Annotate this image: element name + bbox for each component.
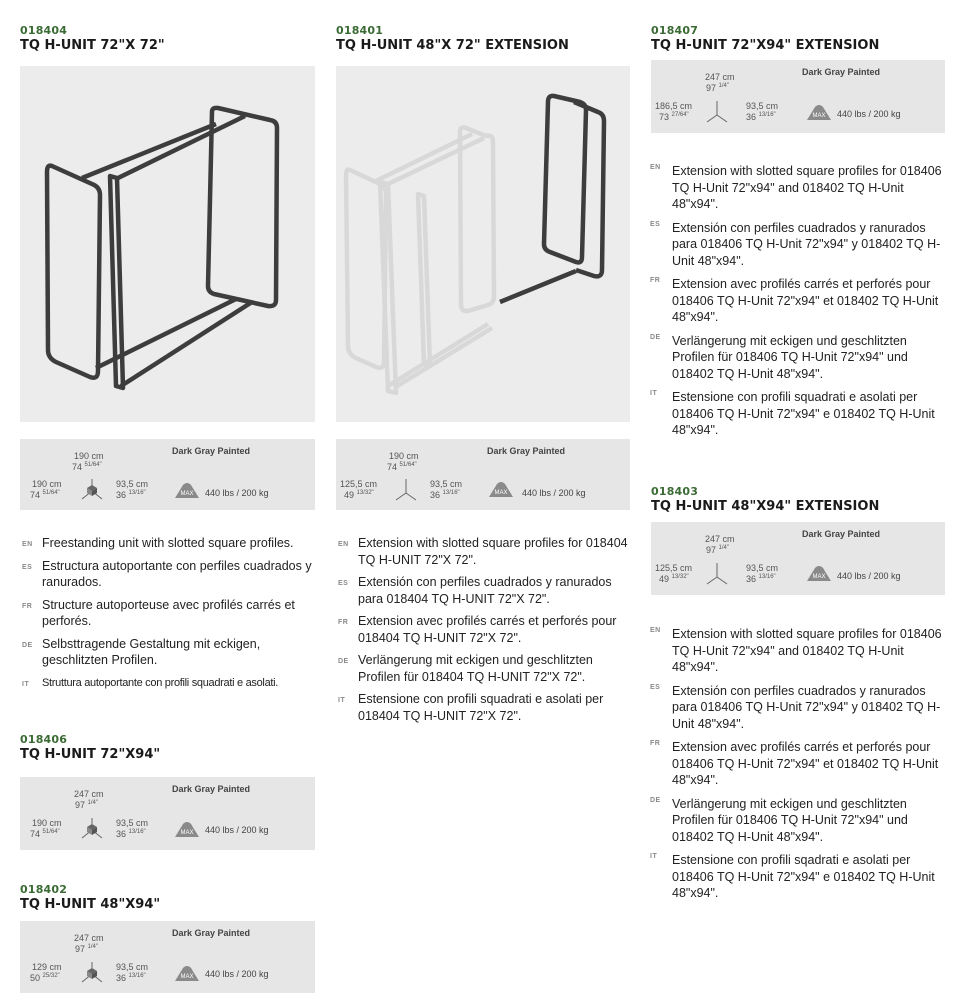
lang-code: ES — [650, 220, 661, 228]
description-it — [650, 852, 948, 902]
width-cm: 247 cm — [705, 534, 735, 544]
height-in-whole: 50 — [30, 973, 41, 983]
finish-label: Dark Gray Painted — [172, 928, 251, 938]
lang-code: IT — [338, 697, 346, 704]
finish-label: Dark Gray Painted — [487, 446, 566, 456]
width-in-frac: 51/64" — [399, 462, 417, 468]
depth-cm: 93,5 cm — [746, 563, 779, 573]
description-text: Freestanding unit with slotted square profiles. — [42, 536, 294, 550]
width-cm: 247 cm — [705, 72, 735, 82]
height-in-frac: 13/32" — [671, 574, 689, 580]
width-in — [387, 462, 417, 472]
description-de — [650, 333, 948, 383]
lang-code: DE — [650, 796, 661, 804]
product-title: TQ H-UNIT 48"X 72" EXTENSION — [336, 38, 569, 53]
max-badge-text: MAX — [180, 491, 194, 497]
height-cm: 190 cm — [32, 479, 62, 489]
dimension-axis-icon — [705, 561, 729, 587]
finish-label: Dark Gray Painted — [802, 67, 881, 77]
description-text: Estensione con profili sqadrati e asolati per 018406 TQ H-Unit 72"x94" e 018402 TQ H-Unit 48"x94". — [672, 853, 935, 900]
width-in-frac: 1/4" — [87, 800, 99, 806]
depth-cm: 93,5 cm — [430, 479, 463, 489]
product-title: TQ H-UNIT 72"X 72" — [20, 38, 165, 53]
description-text: Estensione con profili squadrati e asolati per 018406 TQ H-Unit 72"x94" e 018402 TQ H-Unit 48"x94". — [672, 390, 935, 437]
description-text: Struttura autoportante con profili squadrati e asolati. — [42, 676, 279, 689]
width-in — [75, 944, 98, 954]
depth-in — [430, 490, 460, 500]
description-text: Estensione con profili squadrati e asolati per 018404 TQ H-UNIT 72"X 72". — [358, 692, 604, 723]
lang-code: EN — [650, 627, 661, 634]
lang-code: ES — [650, 683, 661, 691]
height-in-frac: 25/32" — [42, 973, 60, 979]
depth-in-frac: 13/16" — [128, 490, 146, 496]
product-photo-018404 — [20, 66, 315, 422]
description-text: Estructura autoportante con perfiles cuadrados y ranurados. — [42, 558, 312, 589]
lang-code: FR — [650, 740, 661, 747]
max-badge-text: MAX — [180, 830, 194, 836]
height-in-whole: 73 — [659, 112, 670, 122]
max-load: 440 lbs / 200 kg — [522, 488, 586, 498]
width-in-frac: 1/4" — [718, 83, 730, 89]
max-load: 440 lbs / 200 kg — [205, 825, 269, 835]
depth-in — [746, 112, 776, 122]
lang-code: EN — [650, 164, 661, 171]
description-text: Extension avec profilés carrés et perforés pour 018406 TQ H-Unit 72"x94" et 018402 TQ H-Unit 48"x94". — [672, 740, 939, 787]
height-cm: 129 cm — [32, 962, 62, 972]
width-in-frac: 1/4" — [87, 944, 99, 950]
lang-code: FR — [650, 277, 661, 284]
width-in-whole: 97 — [706, 83, 717, 93]
product-photo-018401 — [336, 66, 630, 422]
description-de — [22, 636, 322, 669]
width-in — [75, 800, 98, 810]
finish-label: Dark Gray Painted — [172, 446, 251, 456]
width-in-whole: 74 — [387, 462, 398, 472]
height-in-whole: 74 — [30, 490, 41, 500]
description-en — [22, 535, 322, 552]
dimension-axis-icon — [80, 960, 104, 986]
dimension-axis-icon — [705, 99, 729, 125]
description-text: Extension with slotted square profiles for 018406 TQ H-Unit 72"x94" and 018402 TQ H-Unit 48"x94". — [672, 627, 942, 674]
description-text: Extension with slotted square profiles for 018404 TQ H-UNIT 72"X 72". — [358, 536, 628, 567]
description-de — [338, 652, 636, 685]
height-in — [659, 574, 689, 584]
depth-in-frac: 13/16" — [758, 112, 776, 118]
depth-in-whole: 36 — [430, 490, 441, 500]
product-code: 018407 — [651, 24, 699, 37]
description-fr — [22, 597, 322, 630]
width-cm: 247 cm — [74, 789, 104, 799]
width-in — [72, 462, 102, 472]
width-cm: 247 cm — [74, 933, 104, 943]
description-text: Extensión con perfiles cuadrados y ranurados para 018404 TQ H-UNIT 72"X 72". — [358, 575, 612, 606]
max-badge-text: MAX — [812, 113, 826, 119]
spec-box-018402 — [20, 921, 315, 993]
product-title: TQ H-UNIT 48"X94" EXTENSION — [651, 499, 880, 514]
max-badge-text: MAX — [494, 490, 508, 496]
height-cm: 125,5 cm — [655, 563, 693, 573]
product-title: TQ H-UNIT 72"X94" — [20, 747, 161, 762]
max-badge-text: MAX — [180, 974, 194, 980]
lang-code: IT — [650, 853, 658, 860]
max-load-weight-icon — [805, 103, 833, 121]
lang-code: FR — [22, 602, 33, 610]
description-text: Extensión con perfiles cuadrados y ranurados para 018406 TQ H-Unit 72"x94" y 018402 TQ H-Unit 48"x94". — [672, 220, 941, 268]
description-en — [650, 163, 948, 213]
product-code: 018404 — [20, 24, 68, 37]
product-title: TQ H-UNIT 48"X94" — [20, 897, 161, 912]
max-load-weight-icon — [805, 564, 833, 582]
depth-in — [116, 973, 146, 983]
depth-in — [116, 829, 146, 839]
height-cm: 190 cm — [32, 818, 62, 828]
product-code: 018403 — [651, 485, 699, 498]
description-text: Extension avec profilés carrés et perforés pour 018404 TQ H-UNIT 72"X 72". — [358, 614, 617, 645]
width-in-frac: 51/64" — [84, 462, 102, 468]
height-in — [30, 973, 60, 983]
depth-in-frac: 13/16" — [128, 973, 146, 979]
spec-box-018401 — [336, 439, 630, 510]
max-load: 440 lbs / 200 kg — [205, 488, 269, 498]
depth-in — [116, 490, 146, 500]
width-in-whole: 97 — [706, 545, 717, 555]
description-text: Structure autoporteuse avec profilés carrés et perforés. — [42, 597, 295, 628]
description-fr — [650, 739, 948, 789]
description-text: Verlängerung mit eckigen und geschlitzten Profilen für 018406 TQ H-Unit 72"x94" und 018402 TQ H-Unit 48"x94". — [672, 333, 908, 381]
description-text: Selbsttragende Gestaltung mit eckigen, geschlitzten Profilen. — [42, 636, 261, 667]
max-load-weight-icon — [173, 820, 201, 838]
description-fr — [650, 276, 948, 326]
height-in-whole: 74 — [30, 829, 41, 839]
description-text: Verlängerung mit eckigen und geschlitzten Profilen für 018406 TQ H-Unit 72"x94" und 018402 TQ H-Unit 48"x94". — [672, 796, 908, 844]
height-in — [344, 490, 374, 500]
lang-code: IT — [650, 390, 658, 397]
height-in-frac: 27/64" — [671, 112, 689, 118]
depth-cm: 93,5 cm — [746, 101, 779, 111]
finish-label: Dark Gray Painted — [802, 529, 881, 539]
spec-box-018407 — [651, 60, 945, 133]
height-in-frac: 51/64" — [42, 490, 60, 496]
description-list-018403 — [650, 626, 948, 909]
depth-in-whole: 36 — [116, 829, 127, 839]
depth-in-frac: 13/16" — [442, 490, 460, 496]
description-text: Extensión con perfiles cuadrados y ranurados para 018406 TQ H-Unit 72"x94" y 018402 TQ H-Unit 48"x94". — [672, 683, 941, 731]
finish-label: Dark Gray Painted — [172, 784, 251, 794]
max-badge-text: MAX — [812, 574, 826, 580]
spec-box-018404 — [20, 439, 315, 510]
depth-in-whole: 36 — [116, 490, 127, 500]
height-in-whole: 49 — [344, 490, 355, 500]
height-in-frac: 51/64" — [42, 829, 60, 835]
spec-box-018403 — [651, 522, 945, 595]
description-text: Verlängerung mit eckigen und geschlitzten Profilen für 018404 TQ H-UNIT 72"X 72". — [358, 653, 593, 684]
height-in — [30, 829, 60, 839]
product-code: 018406 — [20, 733, 68, 746]
depth-in-whole: 36 — [746, 112, 757, 122]
description-en — [338, 535, 636, 568]
product-code: 018401 — [336, 24, 384, 37]
depth-in-whole: 36 — [116, 973, 127, 983]
depth-in — [746, 574, 776, 584]
description-fr — [338, 613, 636, 646]
description-es — [22, 558, 322, 591]
product-title: TQ H-UNIT 72"X94" EXTENSION — [651, 38, 880, 53]
width-in-whole: 74 — [72, 462, 83, 472]
max-load-weight-icon — [487, 480, 515, 498]
dimension-axis-icon — [80, 477, 104, 503]
width-in — [706, 545, 729, 555]
lang-code: EN — [22, 541, 33, 548]
dark-frame-illustration — [20, 66, 315, 422]
lang-code: ES — [22, 563, 33, 571]
dimension-axis-icon — [394, 477, 418, 503]
height-in — [30, 490, 60, 500]
lang-code: DE — [650, 333, 661, 341]
depth-cm: 93,5 cm — [116, 962, 149, 972]
lang-code: ES — [338, 580, 349, 587]
description-list-018407 — [650, 163, 948, 446]
height-in-whole: 49 — [659, 574, 670, 584]
max-load-weight-icon — [173, 964, 201, 982]
lang-code: EN — [338, 541, 349, 548]
description-text: Extension avec profilés carrés et perforés pour 018406 TQ H-Unit 72"x94" et 018402 TQ H-Unit 48"x94". — [672, 277, 939, 324]
description-it — [650, 389, 948, 439]
width-in-frac: 1/4" — [718, 545, 730, 551]
height-in — [659, 112, 689, 122]
height-cm: 125,5 cm — [340, 479, 378, 489]
description-list-018401 — [338, 535, 636, 730]
max-load: 440 lbs / 200 kg — [205, 969, 269, 979]
width-in — [706, 83, 729, 93]
width-cm: 190 cm — [74, 451, 104, 461]
width-cm: 190 cm — [389, 451, 419, 461]
depth-in-frac: 13/16" — [128, 829, 146, 835]
lang-code: DE — [338, 658, 349, 665]
depth-cm: 93,5 cm — [116, 818, 149, 828]
height-in-frac: 13/32" — [356, 490, 374, 496]
description-it — [22, 675, 322, 692]
spec-box-018406 — [20, 777, 315, 850]
description-es — [650, 683, 948, 733]
lang-code: IT — [22, 680, 30, 688]
lang-code: DE — [22, 641, 33, 649]
width-in-whole: 97 — [75, 800, 86, 810]
description-list-018404 — [22, 535, 322, 697]
width-in-whole: 97 — [75, 944, 86, 954]
description-text: Extension with slotted square profiles for 018406 TQ H-Unit 72"x94" and 018402 TQ H-Unit 48"x94". — [672, 164, 942, 211]
max-load-weight-icon — [173, 481, 201, 499]
description-en — [650, 626, 948, 676]
description-de — [650, 796, 948, 846]
max-load: 440 lbs / 200 kg — [837, 571, 901, 581]
extension-frame-illustration — [336, 66, 630, 422]
description-es — [650, 220, 948, 270]
lang-code: FR — [338, 619, 349, 626]
depth-in-whole: 36 — [746, 574, 757, 584]
height-cm: 186,5 cm — [655, 101, 693, 111]
max-load: 440 lbs / 200 kg — [837, 109, 901, 119]
product-code: 018402 — [20, 883, 68, 896]
dimension-axis-icon — [80, 816, 104, 842]
description-it — [338, 691, 636, 724]
depth-in-frac: 13/16" — [758, 574, 776, 580]
depth-cm: 93,5 cm — [116, 479, 149, 489]
description-es — [338, 574, 636, 607]
